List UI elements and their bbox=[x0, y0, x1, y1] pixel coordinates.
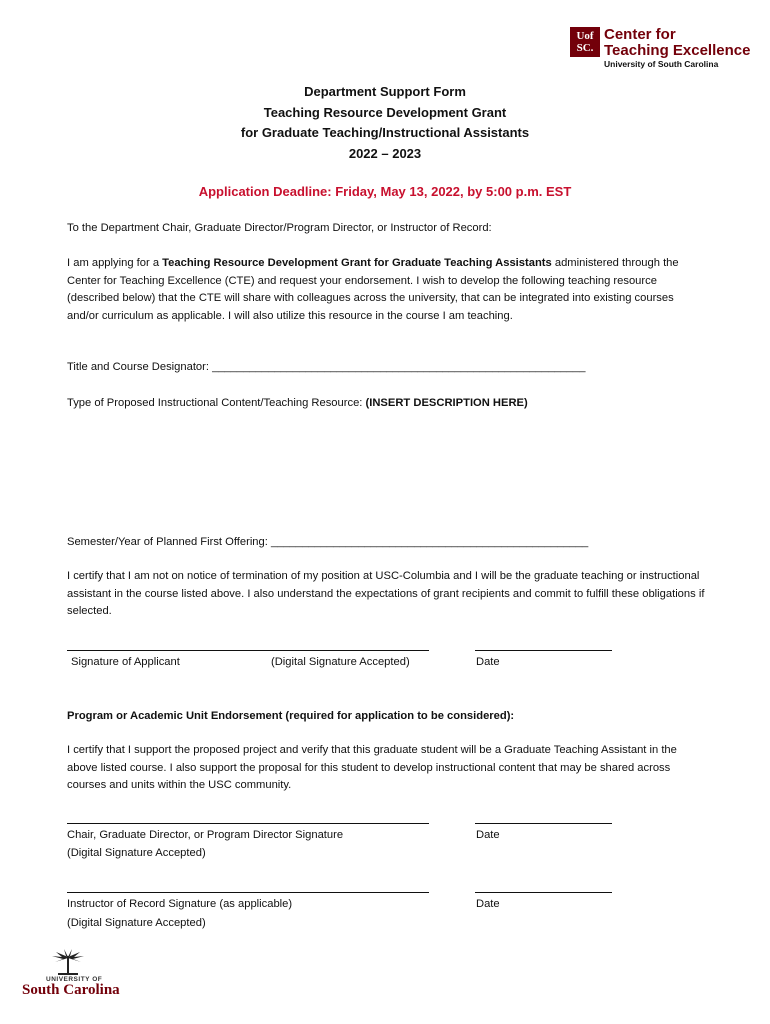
applicant-date-line[interactable] bbox=[475, 650, 612, 651]
usc-logo-mark: Uof SC. bbox=[570, 27, 600, 57]
application-deadline: Application Deadline: Friday, May 13, 2022, by 5:00 p.m. EST bbox=[198, 184, 572, 199]
title-course-designator-field[interactable]: Title and Course Designator: ____________________________________________________________ bbox=[67, 361, 586, 373]
cte-logo-subtitle: University of South Carolina bbox=[604, 59, 719, 69]
resource-type-field[interactable] bbox=[67, 395, 707, 413]
applicant-certification: I certify that I am not on notice of termination of my position at USC-Columbia and I will be the graduate teaching or instructional assistant in the course listed above. I also understand the expectations of grant recipients and commit to fulfill these obligations if selected. bbox=[67, 570, 705, 617]
instructor-signature-label: Instructor of Record Signature (as applicable) bbox=[67, 898, 293, 910]
intro-pre: I am applying for a bbox=[67, 257, 163, 269]
intro-grant-name: Teaching Resource Development Grant for Graduate Teaching Assistants bbox=[162, 257, 552, 269]
cte-logo-title bbox=[604, 27, 750, 59]
chair-signature-line[interactable] bbox=[67, 823, 429, 824]
intro-post: administered through the Center for Teaching Excellence (CTE) and request your endorsement. I wish to develop the following teaching resource (described below) that the CTE will share with colleagues across the university, that can be integrated into existing courses and/or curriculum as applicable. I will also utilize this resource in the course I am teaching. bbox=[67, 257, 679, 322]
palmetto-tree-icon bbox=[22, 948, 114, 976]
endorsement-heading: Program or Academic Unit Endorsement (required for application to be considered): bbox=[67, 710, 515, 722]
endorsement-certification: I certify that I support the proposed project and verify that this graduate student will be a Graduate Teaching Assistant in the above listed course. I also support the proposal for this student to develop instructional content that may be shared across courses and units within the USC community. bbox=[67, 744, 677, 791]
applicant-signature-line[interactable] bbox=[67, 650, 429, 651]
chair-date-line[interactable] bbox=[475, 823, 612, 824]
cte-logo-title-line1: Center for bbox=[604, 26, 676, 43]
grant-title: Teaching Resource Development Grant bbox=[263, 105, 507, 120]
chair-date-label: Date bbox=[476, 829, 500, 841]
applicant-date-label: Date bbox=[476, 656, 500, 668]
academic-year: 2022 – 2023 bbox=[348, 146, 422, 161]
usc-footer-name: South Carolina bbox=[22, 982, 120, 998]
applicant-signature-note: (Digital Signature Accepted) bbox=[271, 656, 410, 668]
chair-signature-note: (Digital Signature Accepted) bbox=[67, 847, 206, 859]
usc-footer-top: UNIVERSITY OF bbox=[46, 976, 103, 983]
chair-signature-label: Chair, Graduate Director, or Program Director Signature bbox=[67, 829, 344, 841]
instructor-date-line[interactable] bbox=[475, 892, 612, 893]
applicant-signature-label: Signature of Applicant bbox=[71, 656, 180, 668]
cte-logo-title-line2: Teaching Excellence bbox=[604, 42, 751, 59]
intro-paragraph bbox=[67, 255, 707, 325]
salutation: To the Department Chair, Graduate Director/Program Director, or Instructor of Record: bbox=[67, 222, 492, 234]
grant-audience: for Graduate Teaching/Instructional Assistants bbox=[240, 125, 530, 140]
resource-type-placeholder[interactable]: (INSERT DESCRIPTION HERE) bbox=[365, 397, 528, 409]
instructor-signature-line[interactable] bbox=[67, 892, 429, 893]
semester-year-field[interactable]: Semester/Year of Planned First Offering: ___________________________________________________ bbox=[67, 536, 589, 548]
usc-footer-logo bbox=[22, 976, 120, 999]
instructor-signature-note: (Digital Signature Accepted) bbox=[67, 917, 206, 929]
form-title: Department Support Form bbox=[304, 84, 466, 99]
instructor-date-label: Date bbox=[476, 898, 500, 910]
resource-type-label: Type of Proposed Instructional Content/Teaching Resource: bbox=[67, 397, 366, 409]
